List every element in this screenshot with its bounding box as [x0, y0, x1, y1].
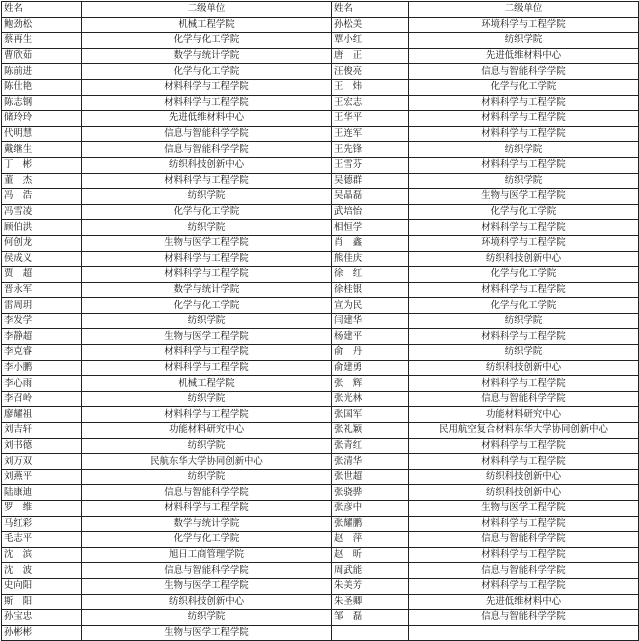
cell-unit-right: 先进低维材料中心 [409, 48, 639, 64]
cell-unit-left: 纺织学院 [82, 220, 332, 236]
cell-name-left: 刘书德 [2, 438, 82, 454]
cell-unit-right: 信息与智能科学学院 [409, 610, 639, 626]
table-row [2, 33, 639, 49]
cell-name-left: 沈 滨 [2, 547, 82, 563]
cell-unit-left: 数学与统计学院 [82, 282, 332, 298]
cell-unit-right: 信息与智能科学学院 [409, 532, 639, 548]
cell-name-right: 张骁骅 [332, 485, 409, 501]
cell-unit-left: 信息与智能科学学院 [82, 563, 332, 579]
cell-unit-right: 材料科学与工程学院 [409, 111, 639, 127]
cell-name-right: 徐 红 [332, 267, 409, 283]
cell-name-left: 沈 波 [2, 563, 82, 579]
cell-name-right: 汪俊亮 [332, 64, 409, 80]
table-row [2, 329, 639, 345]
table-row [2, 423, 639, 439]
table-row [2, 578, 639, 594]
cell-unit-left: 数学与统计学院 [82, 516, 332, 532]
cell-unit-left: 信息与智能科学学院 [82, 126, 332, 142]
cell-unit-right: 材料科学与工程学院 [409, 329, 639, 345]
table-row [2, 454, 639, 470]
cell-unit-left: 化学与化工学院 [82, 33, 332, 49]
cell-unit-left: 材料科学与工程学院 [82, 267, 332, 283]
cell-unit-left: 纺织科技创新中心 [82, 594, 332, 610]
cell-unit-left: 材料科学与工程学院 [82, 501, 332, 517]
cell-unit-left: 机械工程学院 [82, 376, 332, 392]
table-row [2, 204, 639, 220]
cell-name-right [332, 625, 409, 641]
table-row [2, 563, 639, 579]
table-row [2, 17, 639, 33]
cell-name-right: 张耀鹏 [332, 516, 409, 532]
cell-unit-left: 数学与统计学院 [82, 48, 332, 64]
cell-unit-right: 材料科学与工程学院 [409, 454, 639, 470]
cell-unit-left: 信息与智能科学学院 [82, 485, 332, 501]
cell-name-right: 周武能 [332, 563, 409, 579]
cell-unit-left: 民航东华大学协同创新中心 [82, 454, 332, 470]
cell-unit-left: 信息与智能科学学院 [82, 142, 332, 158]
cell-unit-left: 生物与医学工程学院 [82, 625, 332, 641]
cell-name-right: 朱美芳 [332, 578, 409, 594]
cell-name-left: 史向阳 [2, 578, 82, 594]
faculty-roster-table [1, 1, 639, 641]
cell-unit-left: 生物与医学工程学院 [82, 578, 332, 594]
cell-unit-right: 化学与化工学院 [409, 79, 639, 95]
cell-unit-right: 化学与化工学院 [409, 204, 639, 220]
cell-unit-right: 材料科学与工程学院 [409, 126, 639, 142]
table-row [2, 79, 639, 95]
cell-unit-left: 材料科学与工程学院 [82, 407, 332, 423]
cell-name-left: 陈前进 [2, 64, 82, 80]
cell-name-left: 马红彩 [2, 516, 82, 532]
cell-name-right: 覃小红 [332, 33, 409, 49]
cell-unit-left: 化学与化工学院 [82, 204, 332, 220]
cell-name-left: 丁 彬 [2, 157, 82, 173]
cell-unit-right: 纺织科技创新中心 [409, 469, 639, 485]
cell-name-right: 张世超 [332, 469, 409, 485]
cell-unit-right: 材料科学与工程学院 [409, 516, 639, 532]
cell-name-right: 相恒学 [332, 220, 409, 236]
cell-name-right: 邹 磊 [332, 610, 409, 626]
cell-unit-right: 化学与化工学院 [409, 298, 639, 314]
cell-name-right: 宣为民 [332, 298, 409, 314]
table-row [2, 376, 639, 392]
table-row [2, 625, 639, 641]
cell-unit-right: 材料科学与工程学院 [409, 95, 639, 111]
cell-name-right: 王先锋 [332, 142, 409, 158]
cell-unit-right: 生物与医学工程学院 [409, 189, 639, 205]
cell-unit-right: 信息与智能科学学院 [409, 563, 639, 579]
cell-name-left: 李发学 [2, 313, 82, 329]
cell-name-right: 闫建华 [332, 313, 409, 329]
cell-unit-right [409, 625, 639, 641]
cell-unit-right: 材料科学与工程学院 [409, 578, 639, 594]
cell-unit-left: 材料科学与工程学院 [82, 345, 332, 361]
cell-unit-left: 化学与化工学院 [82, 64, 332, 80]
cell-name-right: 熊佳庆 [332, 251, 409, 267]
cell-unit-left: 生物与医学工程学院 [82, 235, 332, 251]
table-row [2, 298, 639, 314]
cell-name-left: 李小鹏 [2, 360, 82, 376]
cell-name-left: 董 杰 [2, 173, 82, 189]
cell-name-left: 陈仕艳 [2, 79, 82, 95]
cell-name-right: 张光林 [332, 391, 409, 407]
table-row [2, 516, 639, 532]
cell-unit-right: 材料科学与工程学院 [409, 376, 639, 392]
table-row [2, 532, 639, 548]
cell-unit-left: 材料科学与工程学院 [82, 79, 332, 95]
cell-name-right: 王 炜 [332, 79, 409, 95]
cell-name-right: 张青红 [332, 438, 409, 454]
cell-unit-right: 纺织学院 [409, 345, 639, 361]
cell-unit-right: 材料科学与工程学院 [409, 282, 639, 298]
cell-unit-right: 纺织科技创新中心 [409, 485, 639, 501]
cell-unit-right: 环境科学与工程学院 [409, 17, 639, 33]
cell-name-left: 晋永军 [2, 282, 82, 298]
cell-unit-left: 旭日工商管理学院 [82, 547, 332, 563]
cell-unit-right: 纺织科技创新中心 [409, 360, 639, 376]
cell-unit-left: 材料科学与工程学院 [82, 173, 332, 189]
cell-unit-right: 材料科学与工程学院 [409, 547, 639, 563]
cell-name-right: 俞 丹 [332, 345, 409, 361]
cell-name-left: 鲍劲松 [2, 17, 82, 33]
cell-name-left: 李召岭 [2, 391, 82, 407]
cell-unit-right: 民用航空复合材料东华大学协同创新中心 [409, 423, 639, 439]
cell-name-left: 毛志平 [2, 532, 82, 548]
header-name-left: 姓名 [2, 2, 82, 18]
cell-unit-left: 纺织学院 [82, 313, 332, 329]
cell-unit-left: 纺织学院 [82, 438, 332, 454]
cell-name-left: 侯成义 [2, 251, 82, 267]
table-row [2, 173, 639, 189]
cell-unit-right: 信息与智能科学学院 [409, 391, 639, 407]
cell-name-left: 李克睿 [2, 345, 82, 361]
table-row [2, 469, 639, 485]
cell-name-right: 张清华 [332, 454, 409, 470]
cell-name-left: 顾伯洪 [2, 220, 82, 236]
table-row [2, 157, 639, 173]
cell-unit-left: 机械工程学院 [82, 17, 332, 33]
table-row [2, 610, 639, 626]
cell-name-right: 张彦中 [332, 501, 409, 517]
cell-unit-right: 材料科学与工程学院 [409, 220, 639, 236]
cell-name-right: 王华平 [332, 111, 409, 127]
table-row [2, 220, 639, 236]
cell-name-right: 王雪芬 [332, 157, 409, 173]
cell-unit-left: 功能材料研究中心 [82, 423, 332, 439]
cell-unit-left: 先进低维材料中心 [82, 111, 332, 127]
cell-name-left: 刘燕平 [2, 469, 82, 485]
cell-name-left: 刘万双 [2, 454, 82, 470]
cell-name-left: 贾 超 [2, 267, 82, 283]
cell-unit-right: 纺织学院 [409, 173, 639, 189]
cell-name-left: 冯雪凌 [2, 204, 82, 220]
cell-name-left: 陆康迪 [2, 485, 82, 501]
cell-name-right: 赵 昕 [332, 547, 409, 563]
cell-name-right: 张 辉 [332, 376, 409, 392]
cell-unit-right: 生物与医学工程学院 [409, 501, 639, 517]
cell-unit-right: 纺织科技创新中心 [409, 251, 639, 267]
table-row [2, 189, 639, 205]
cell-unit-left: 纺织学院 [82, 610, 332, 626]
cell-name-left: 蔡再生 [2, 33, 82, 49]
cell-name-left: 孙宝忠 [2, 610, 82, 626]
cell-name-left: 雷周玥 [2, 298, 82, 314]
table-row [2, 407, 639, 423]
table-row [2, 360, 639, 376]
cell-name-right: 吴德群 [332, 173, 409, 189]
cell-unit-right: 功能材料研究中心 [409, 407, 639, 423]
cell-name-left: 何创龙 [2, 235, 82, 251]
table-row [2, 594, 639, 610]
table-body [2, 17, 639, 641]
cell-name-left: 曹欣茹 [2, 48, 82, 64]
cell-unit-right: 纺织学院 [409, 142, 639, 158]
cell-unit-left: 生物与医学工程学院 [82, 329, 332, 345]
cell-unit-left: 材料科学与工程学院 [82, 360, 332, 376]
cell-name-left: 李心雨 [2, 376, 82, 392]
cell-name-right: 唐 正 [332, 48, 409, 64]
cell-name-left: 李静超 [2, 329, 82, 345]
cell-name-left: 刘吉轩 [2, 423, 82, 439]
table-row [2, 251, 639, 267]
cell-unit-right: 材料科学与工程学院 [409, 157, 639, 173]
table-row [2, 111, 639, 127]
cell-name-right: 朱圣卿 [332, 594, 409, 610]
cell-unit-left: 纺织学院 [82, 391, 332, 407]
table-row [2, 95, 639, 111]
table-row [2, 64, 639, 80]
table-header-row [2, 2, 639, 18]
cell-name-left: 陈志钢 [2, 95, 82, 111]
cell-name-right: 徐桂银 [332, 282, 409, 298]
cell-unit-left: 化学与化工学院 [82, 298, 332, 314]
cell-unit-left: 化学与化工学院 [82, 532, 332, 548]
cell-name-right: 武培怡 [332, 204, 409, 220]
table-row [2, 501, 639, 517]
cell-name-left: 廖耀祖 [2, 407, 82, 423]
table-row [2, 313, 639, 329]
cell-name-left: 储玲玲 [2, 111, 82, 127]
cell-name-right: 赵 萍 [332, 532, 409, 548]
cell-name-right: 张国军 [332, 407, 409, 423]
cell-unit-right: 纺织学院 [409, 313, 639, 329]
cell-unit-right: 环境科学与工程学院 [409, 235, 639, 251]
table-row [2, 142, 639, 158]
cell-name-left: 孙彬彬 [2, 625, 82, 641]
cell-name-left: 斯 阳 [2, 594, 82, 610]
cell-name-right: 孙松美 [332, 17, 409, 33]
cell-unit-right: 化学与化工学院 [409, 267, 639, 283]
cell-name-left: 代明慧 [2, 126, 82, 142]
table-row [2, 48, 639, 64]
table-row [2, 547, 639, 563]
cell-unit-left: 材料科学与工程学院 [82, 95, 332, 111]
cell-unit-right: 先进低维材料中心 [409, 594, 639, 610]
cell-name-right: 吴晶磊 [332, 189, 409, 205]
table-row [2, 235, 639, 251]
cell-unit-right: 材料科学与工程学院 [409, 438, 639, 454]
cell-unit-left: 纺织学院 [82, 189, 332, 205]
cell-name-right: 杨建平 [332, 329, 409, 345]
table-row [2, 282, 639, 298]
table-row [2, 126, 639, 142]
cell-name-right: 肖 鑫 [332, 235, 409, 251]
cell-name-left: 戴继生 [2, 142, 82, 158]
cell-name-right: 王宏志 [332, 95, 409, 111]
header-unit-right: 二级单位 [409, 2, 639, 18]
cell-name-right: 王连军 [332, 126, 409, 142]
table-row [2, 345, 639, 361]
cell-unit-left: 材料科学与工程学院 [82, 251, 332, 267]
cell-name-right: 俞建勇 [332, 360, 409, 376]
cell-unit-left: 纺织科技创新中心 [82, 157, 332, 173]
table-row [2, 391, 639, 407]
header-name-right: 姓名 [332, 2, 409, 18]
cell-unit-right: 纺织学院 [409, 33, 639, 49]
cell-name-left: 冯 浩 [2, 189, 82, 205]
table-row [2, 438, 639, 454]
cell-name-left: 罗 维 [2, 501, 82, 517]
cell-unit-right: 信息与智能科学学院 [409, 64, 639, 80]
header-unit-left: 二级单位 [82, 2, 332, 18]
cell-unit-left: 纺织学院 [82, 469, 332, 485]
table-row [2, 267, 639, 283]
table-row [2, 485, 639, 501]
cell-name-right: 张礼颖 [332, 423, 409, 439]
